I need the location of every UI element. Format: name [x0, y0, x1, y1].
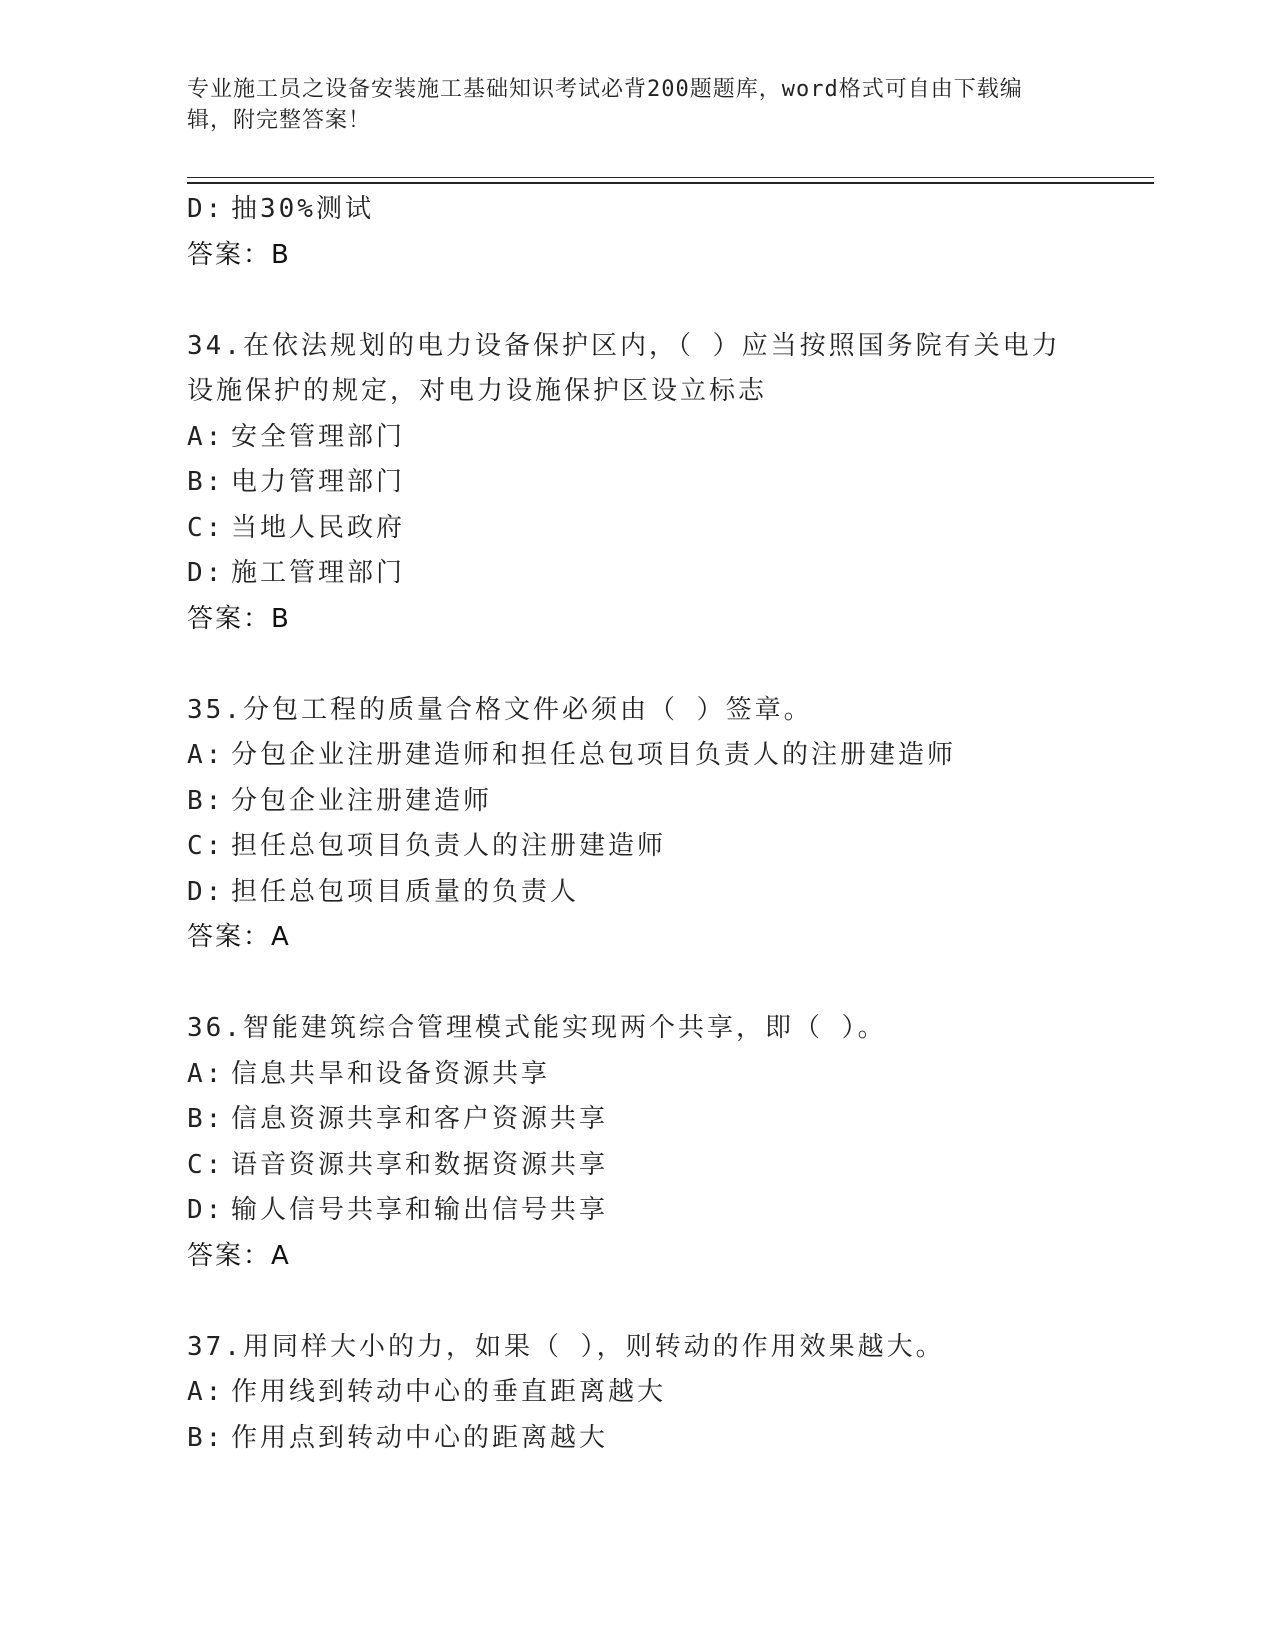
answer-line: 答案：B: [187, 239, 291, 270]
header-divider-thick: [187, 182, 1154, 184]
option-text: 作用点到转动中心的距离越大: [231, 1422, 609, 1453]
question-stem: 36.智能建筑综合管理模式能实现两个共享，即（ ）。: [187, 1013, 887, 1043]
option-d: [187, 870, 1154, 916]
question-stem: 37.用同样大小的力，如果（ ），则转动的作用效果越大。: [187, 1331, 945, 1362]
option-letter: D:: [187, 194, 225, 224]
option-text: 担任总包项目负责人的注册建造师: [231, 831, 667, 861]
option-text: 作用线到转动中心的垂直距离越大: [231, 1377, 667, 1407]
option-d: [187, 1188, 1154, 1234]
option-letter: C:: [187, 512, 225, 543]
option-b: [187, 460, 1154, 506]
option-b: [187, 779, 1154, 825]
option-text: 抽30%测试: [231, 194, 374, 224]
option-letter: A:: [187, 740, 225, 770]
option-text: 当地人民政府: [231, 512, 406, 543]
answer-line: 答案：B: [187, 603, 291, 634]
option-letter: D:: [187, 876, 225, 907]
option-c: [187, 824, 1154, 870]
option-a: [187, 1052, 1154, 1098]
option-letter: B:: [187, 1104, 225, 1134]
question-content: [187, 187, 1154, 1461]
header-divider-thin: [187, 177, 1154, 178]
option-b: [187, 1416, 1154, 1462]
option-text: 语音资源共享和数据资源共享: [231, 1149, 609, 1180]
option-letter: C:: [187, 1149, 225, 1180]
option-text: 信息资源共享和客户资源共享: [231, 1104, 609, 1134]
option-text: 分包企业注册建造师和担任总包项目负责人的注册建造师: [231, 740, 957, 770]
option-d: [187, 187, 1154, 233]
option-letter: C:: [187, 831, 225, 861]
answer-line: 答案：A: [187, 922, 291, 952]
option-text: 输人信号共享和输出信号共享: [231, 1195, 609, 1225]
spacer: [187, 961, 1154, 1007]
spacer: [187, 642, 1154, 688]
document-header: 专业施工员之设备安装施工基础知识考试必背200题题库，word格式可自由下载编辑，附完整答案！: [187, 77, 1023, 133]
option-text: 担任总包项目质量的负责人: [231, 876, 580, 907]
option-text: 信息共旱和设备资源共享: [231, 1058, 551, 1089]
option-letter: B:: [187, 1422, 225, 1453]
option-letter: D:: [187, 558, 225, 588]
option-text: 安全管理部门: [231, 421, 406, 452]
option-letter: B:: [187, 467, 225, 497]
option-a: [187, 733, 1154, 779]
option-b: [187, 1097, 1154, 1143]
option-letter: A:: [187, 421, 225, 452]
option-c: [187, 506, 1154, 552]
option-a: [187, 1370, 1154, 1416]
option-text: 电力管理部门: [231, 467, 406, 497]
option-letter: D:: [187, 1195, 225, 1225]
spacer: [187, 278, 1154, 324]
option-letter: A:: [187, 1377, 225, 1407]
option-c: [187, 1143, 1154, 1189]
answer-line: 答案：A: [187, 1240, 291, 1271]
option-letter: B:: [187, 785, 225, 816]
option-d: [187, 551, 1154, 597]
option-text: 分包企业注册建造师: [231, 785, 493, 816]
option-letter: A:: [187, 1058, 225, 1089]
option-a: [187, 415, 1154, 461]
spacer: [187, 1279, 1154, 1325]
question-stem: 35.分包工程的质量合格文件必须由（ ）签章。: [187, 694, 813, 725]
question-stem: 34.在依法规划的电力设备保护区内，（ ）应当按照国务院有关电力设施保护的规定，对电力设施保护区设立标志: [187, 330, 1061, 406]
option-text: 施工管理部门: [231, 558, 406, 588]
